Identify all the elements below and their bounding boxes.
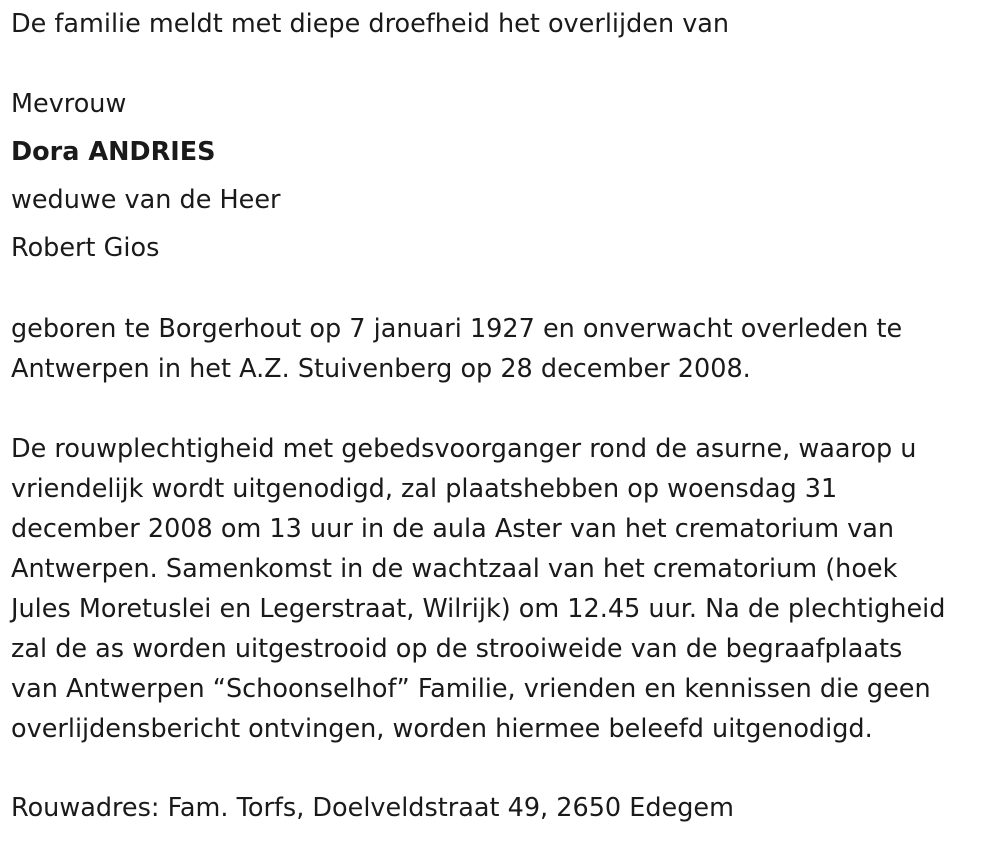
honorific: Mevrouw	[11, 89, 127, 119]
paragraph-line: van Antwerpen “Schoonselhof” Familie, vrienden en kennissen die geen	[11, 674, 931, 704]
ceremony-paragraph	[11, 429, 991, 749]
paragraph-line: overlijdensbericht ontvingen, worden hiermee beleefd uitgenodigd.	[11, 714, 873, 744]
spouse-name: Robert Gios	[11, 233, 160, 263]
paragraph-line: vriendelijk wordt uitgenodigd, zal plaatshebben op woensdag 31	[11, 474, 838, 504]
birth-death-paragraph	[11, 309, 991, 389]
paragraph-line: Antwerpen. Samenkomst in de wachtzaal van het crematorium (hoek	[11, 554, 898, 584]
paragraph-line: geboren te Borgerhout op 7 januari 1927 en onverwacht overleden te	[11, 314, 903, 344]
paragraph-line: december 2008 om 13 uur in de aula Aster van het crematorium van	[11, 514, 895, 544]
deceased-name: Dora ANDRIES	[11, 137, 216, 167]
mourning-address: Rouwadres: Fam. Torfs, Doelveldstraat 49, 2650 Edegem	[11, 793, 734, 823]
paragraph-line: De rouwplechtigheid met gebedsvoorganger rond de asurne, waarop u	[11, 434, 917, 464]
paragraph-line: zal de as worden uitgestrooid op de strooiweide van de begraafplaats	[11, 634, 903, 664]
paragraph-line: Jules Moretuslei en Legerstraat, Wilrijk) om 12.45 uur. Na de plechtigheid	[11, 594, 946, 624]
intro-text: De familie meldt met diepe droefheid het overlijden van	[11, 9, 730, 39]
paragraph-line: Antwerpen in het A.Z. Stuivenberg op 28 december 2008.	[11, 354, 751, 384]
relation-text: weduwe van de Heer	[11, 185, 281, 215]
